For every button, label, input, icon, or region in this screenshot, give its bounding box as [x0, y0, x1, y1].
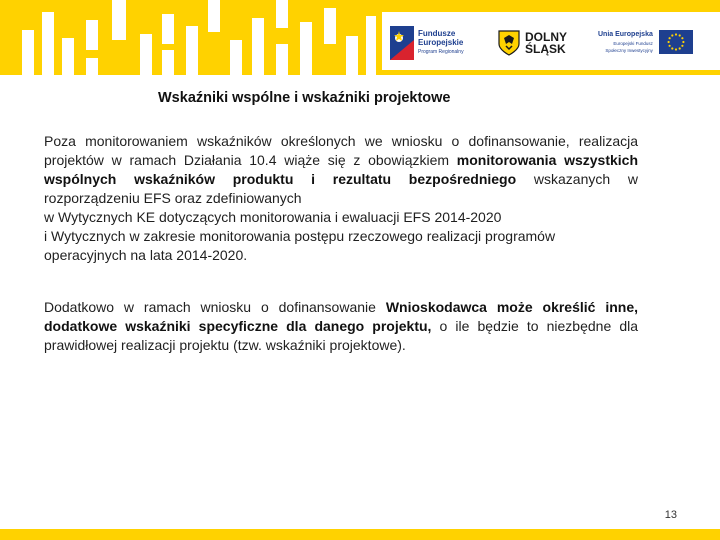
paragraph-project-indicators: [44, 298, 638, 355]
header-banner: [0, 0, 720, 75]
decorative-pattern: [0, 0, 390, 75]
eu-logo-line1: Unia Europejska: [598, 30, 653, 38]
paragraph2-text-end: o ile będzie to niezbędne dla prawidłowej realizacji projektu (tzw. wskaźniki projektowe).: [44, 318, 639, 353]
paragraph2-bold-text: Wnioskodawca może określić inne, dodatkowe wskaźniki specyficzne dla danego projektu,: [44, 299, 638, 334]
paragraph1-bold-text: monitorowania wszystkich wspólnych wskaźników produktu i rezultatu bezpośredniego: [44, 152, 639, 187]
paragraph2-text-intro: Dodatkowo w ramach wniosku o dofinansowanie: [44, 299, 376, 315]
eu-flag-icon: [659, 30, 693, 54]
eu-logo-line2: Europejski Fundusz: [613, 40, 653, 46]
slide-title: Wskaźniki wspólne i wskaźniki projektowe: [158, 90, 451, 106]
dolny-slask-crest-icon: [498, 30, 520, 56]
bottom-accent-bar: [0, 529, 720, 540]
region-logo-line1: DOLNY: [525, 30, 567, 44]
funds-logo: [390, 26, 464, 60]
eu-logo: [598, 30, 693, 54]
funds-logo-line2: Europejskie: [418, 38, 464, 47]
funds-logo-line3: Program Regionalny: [418, 49, 464, 55]
paragraph-obligations: [44, 132, 638, 265]
paragraph1-line-ke-guidelines: w Wytycznych KE dotyczących monitorowania i ewaluacji EFS 2014-2020: [44, 209, 502, 225]
paragraph1-text-continued: wskazanych w rozporządzeniu EFS oraz zdefiniowanych: [44, 171, 638, 206]
region-logo: [498, 30, 567, 56]
page-number: 13: [664, 509, 677, 521]
paragraph1-line-progress-guidelines: i Wytycznych w zakresie monitorowania postępu rzeczowego realizacji programów operacyjnych na lata 2014-2020.: [44, 228, 556, 263]
funds-logo-line1: Fundusze: [418, 29, 456, 38]
paragraph1-text-intro: Poza monitorowaniem wskaźników określonych we wniosku o dofinansowanie, realizacja projektów w ramach Działania 10.4 wiąże się z obowiązkiem: [44, 133, 638, 168]
eu-logo-line3: Społeczny Inwestycyjny: [605, 47, 653, 53]
fundusze-europejskie-logo-icon: [390, 26, 414, 60]
region-logo-line2: ŚLĄSK: [525, 42, 566, 56]
